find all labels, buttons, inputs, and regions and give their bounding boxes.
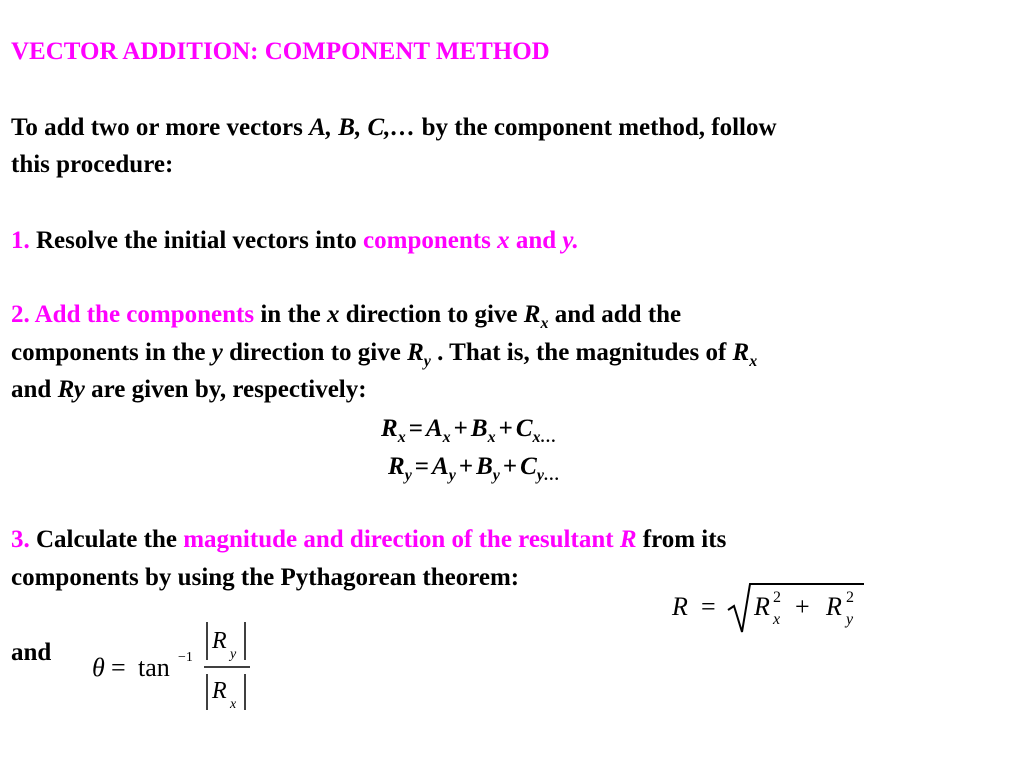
step-3-text-b: from its xyxy=(636,526,727,553)
step-2-rx-r: R xyxy=(523,301,541,328)
step-1-y: y. xyxy=(562,227,579,254)
angle-formula xyxy=(88,614,258,714)
eq2-c-sub: y… xyxy=(536,467,560,484)
step-2-text-a: in the xyxy=(254,301,328,328)
eq2-b: B xyxy=(476,453,493,480)
eq2-plus-2: + xyxy=(502,453,518,480)
intro-line-1 xyxy=(11,109,777,146)
step-2-line-3 xyxy=(11,371,367,408)
step-2-line-2 xyxy=(11,334,757,371)
step-3-highlight: magnitude and direction of the resultant xyxy=(183,526,620,553)
step-3-text-a: Calculate the xyxy=(29,526,184,553)
step-3-r: R xyxy=(619,526,637,553)
eq2-r: R xyxy=(388,453,405,480)
eq2-a: A xyxy=(432,453,449,480)
step-2-line2-a: components in the xyxy=(11,339,212,366)
step-1-text: Resolve the initial vectors into xyxy=(29,227,364,254)
eq1-c: C xyxy=(515,415,533,442)
eq2-c: C xyxy=(520,453,537,480)
intro-text-a: To add two or more vectors xyxy=(11,114,310,141)
angle-tan: tan xyxy=(138,653,170,682)
eq1-r: R xyxy=(381,415,398,442)
step-2-line-1 xyxy=(11,296,681,333)
eq2-r-sub: y xyxy=(404,467,412,484)
step-3-line-1 xyxy=(11,521,726,558)
step-2-line3-ry: Ry xyxy=(57,376,85,403)
angle-den-sub: x xyxy=(230,697,237,712)
step-2-rx2-sub: x xyxy=(749,353,758,370)
step-2-line3-a: and xyxy=(11,376,58,403)
mag-plus: + xyxy=(795,592,810,621)
magnitude-formula xyxy=(668,578,868,636)
equation-rx xyxy=(381,410,557,447)
eq1-plus-1: + xyxy=(453,415,468,442)
mag-exp2: 2 xyxy=(846,589,854,606)
mag-lhs: R xyxy=(672,592,688,621)
step-2-ry-sub: y xyxy=(423,353,431,370)
step-2-rx-sub: x xyxy=(540,315,549,332)
and-label: and xyxy=(11,639,52,666)
step-2-y: y xyxy=(211,339,223,366)
eq2-a-sub: y xyxy=(448,467,456,484)
eq1-a: A xyxy=(425,415,443,442)
eq2-b-sub: y xyxy=(492,467,500,484)
step-1-number: 1. xyxy=(11,227,30,254)
step-3-line-2: components by using the Pythagorean theorem: xyxy=(11,564,520,591)
intro-line-2: this procedure: xyxy=(11,151,174,178)
angle-den-r: R xyxy=(212,678,227,704)
step-1-x: x xyxy=(497,227,510,254)
mag-sub1: x xyxy=(773,611,781,628)
angle-num-r: R xyxy=(212,628,227,654)
mag-r2: R xyxy=(826,592,842,621)
angle-equals: = xyxy=(111,653,126,682)
angle-num-sub: y xyxy=(230,647,237,662)
eq2-plus-1: + xyxy=(458,453,474,480)
step-2-line2-c: . That is, the magnitudes of xyxy=(430,339,733,366)
intro-text-b: by the component method, follow xyxy=(415,114,777,141)
step-2-text-b: direction to give xyxy=(339,301,524,328)
eq2-equals: = xyxy=(414,453,430,480)
equation-ry xyxy=(388,448,560,485)
step-2-ry-r: R xyxy=(407,339,424,366)
intro-vectors: A, B, C,… xyxy=(309,114,416,141)
step-3-number: 3. xyxy=(11,526,30,553)
step-2-x: x xyxy=(327,301,340,328)
eq1-a-sub: x xyxy=(442,429,451,446)
eq1-plus-2: + xyxy=(498,415,513,442)
step-2-number: 2. xyxy=(11,301,30,328)
page-title: VECTOR ADDITION: COMPONENT METHOD xyxy=(11,38,550,65)
mag-r1: R xyxy=(754,592,770,621)
eq1-c-sub: x… xyxy=(532,429,557,446)
step-2-text-c: and add the xyxy=(548,301,682,328)
step-2-line2-b: direction to give xyxy=(222,339,408,366)
mag-equals: = xyxy=(701,592,716,621)
angle-theta: θ xyxy=(92,653,105,682)
eq1-b: B xyxy=(470,415,488,442)
step-2-line3-b: are given by, respectively: xyxy=(84,376,367,403)
eq1-r-sub: x xyxy=(397,429,406,446)
step-1-highlight-a: components xyxy=(363,227,498,254)
eq1-b-sub: x xyxy=(487,429,496,446)
mag-exp1: 2 xyxy=(773,589,781,606)
step-2-rx2-r: R xyxy=(732,339,750,366)
eq1-equals: = xyxy=(408,415,423,442)
step-2-highlight: Add the components xyxy=(29,301,255,328)
angle-inverse: −1 xyxy=(178,650,193,665)
step-1-highlight-b: and xyxy=(509,227,563,254)
mag-sub2: y xyxy=(846,611,854,628)
step-1 xyxy=(11,222,579,259)
